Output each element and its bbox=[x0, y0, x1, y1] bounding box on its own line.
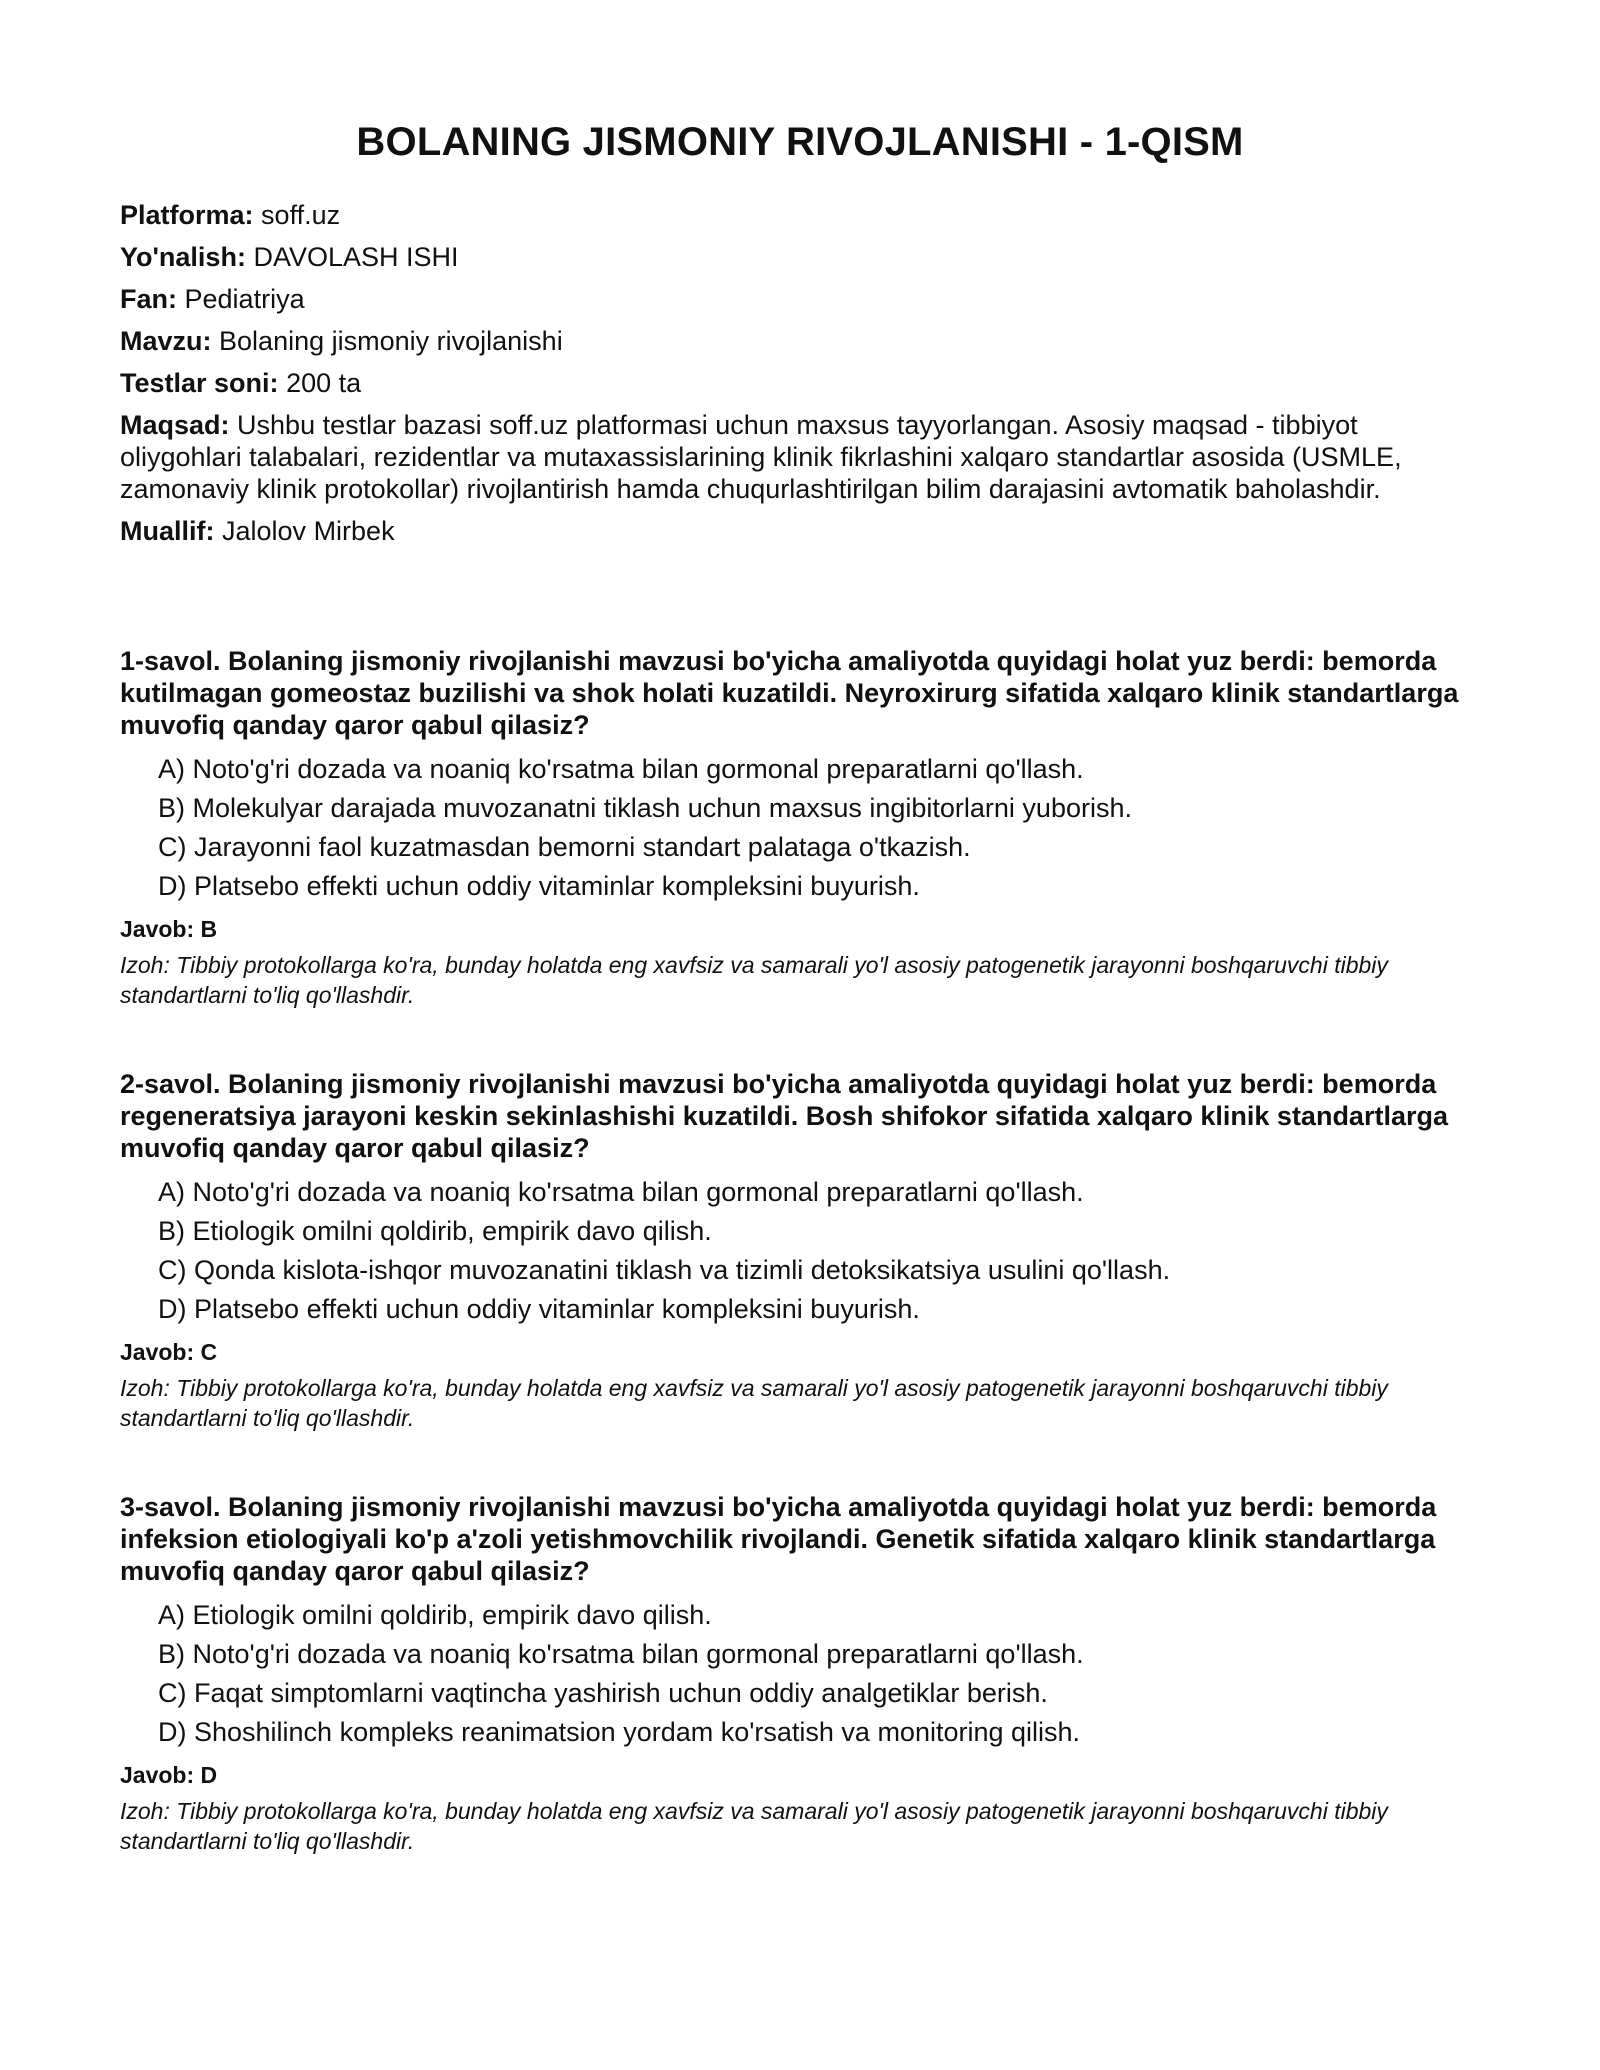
meta-value: soff.uz bbox=[261, 200, 341, 230]
option-c: C) Faqat simptomlarni vaqtincha yashirish uchun oddiy analgetiklar berish. bbox=[158, 1678, 1048, 1708]
meta-label: Muallif: bbox=[120, 516, 215, 546]
option-d: D) Shoshilinch kompleks reanimatsion yordam ko'rsatish va monitoring qilish. bbox=[158, 1717, 1081, 1747]
option-b: B) Molekulyar darajada muvozanatni tiklash uchun maxsus ingibitorlarni yuborish. bbox=[158, 793, 1132, 823]
option-a: A) Noto'g'ri dozada va noaniq ko'rsatma bilan gormonal preparatlarni qo'llash. bbox=[158, 1177, 1084, 1207]
explanation-note: Izoh: Tibbiy protokollarga ko'ra, bunday holatda eng xavfsiz va samarali yo'l asosiy patogenetik jarayonni boshqaruvchi tibbiy standartlarni to'liq qo'llashdir. bbox=[120, 952, 1388, 1008]
option-list bbox=[120, 1599, 1480, 1748]
meta-value: 200 ta bbox=[286, 368, 362, 398]
answer: Javob: D bbox=[120, 1762, 218, 1788]
meta-test-count bbox=[120, 367, 1480, 399]
option-a: A) Noto'g'ri dozada va noaniq ko'rsatma bilan gormonal preparatlarni qo'llash. bbox=[158, 754, 1084, 784]
option-c: C) Qonda kislota-ishqor muvozanatini tiklash va tizimli detoksikatsiya usulini qo'llash. bbox=[158, 1255, 1171, 1285]
meta-topic bbox=[120, 325, 1480, 357]
meta-value: DAVOLASH ISHI bbox=[253, 242, 459, 272]
option-c: C) Jarayonni faol kuzatmasdan bemorni standart palataga o'tkazish. bbox=[158, 832, 971, 862]
meta-label: Platforma: bbox=[120, 200, 254, 230]
page-title: BOLANING JISMONIY RIVOJLANISHI - 1-QISM bbox=[356, 120, 1244, 164]
meta-label: Maqsad: bbox=[120, 410, 230, 440]
meta-label: Mavzu: bbox=[120, 326, 212, 356]
question-text: 2-savol. Bolaning jismoniy rivojlanishi mavzusi bo'yicha amaliyotda quyidagi holat yuz berdi: bemorda regeneratsiya jarayoni keskin sekinlashishi kuzatildi. Bosh shifokor sifatida xalqaro klinik standartlarga muvofiq qanday qaror qabul qilasiz? bbox=[120, 1069, 1448, 1163]
question-3 bbox=[120, 1491, 1480, 1856]
option-b: B) Etiologik omilni qoldirib, empirik davo qilish. bbox=[158, 1216, 712, 1246]
meta-block bbox=[120, 199, 1480, 547]
explanation-note: Izoh: Tibbiy protokollarga ko'ra, bunday holatda eng xavfsiz va samarali yo'l asosiy patogenetik jarayonni boshqaruvchi tibbiy standartlarni to'liq qo'llashdir. bbox=[120, 1375, 1388, 1431]
meta-value: Pediatriya bbox=[184, 284, 305, 314]
option-b: B) Noto'g'ri dozada va noaniq ko'rsatma bilan gormonal preparatlarni qo'llash. bbox=[158, 1639, 1084, 1669]
explanation-note: Izoh: Tibbiy protokollarga ko'ra, bunday holatda eng xavfsiz va samarali yo'l asosiy patogenetik jarayonni boshqaruvchi tibbiy standartlarni to'liq qo'llashdir. bbox=[120, 1798, 1388, 1854]
option-list bbox=[120, 753, 1480, 902]
option-d: D) Platsebo effekti uchun oddiy vitaminlar kompleksini buyurish. bbox=[158, 1294, 920, 1324]
meta-label: Testlar soni: bbox=[120, 368, 279, 398]
answer: Javob: B bbox=[120, 916, 218, 942]
option-list bbox=[120, 1176, 1480, 1325]
meta-purpose bbox=[120, 409, 1480, 505]
question-text: 1-savol. Bolaning jismoniy rivojlanishi mavzusi bo'yicha amaliyotda quyidagi holat yuz berdi: bemorda kutilmagan gomeostaz buzilishi va shok holati kuzatildi. Neyroxirurg sifatida xalqaro klinik standartlarga muvofiq qanday qaror qabul qilasiz? bbox=[120, 646, 1459, 740]
meta-subject bbox=[120, 283, 1480, 315]
option-d: D) Platsebo effekti uchun oddiy vitaminlar kompleksini buyurish. bbox=[158, 871, 920, 901]
meta-author bbox=[120, 515, 1480, 547]
meta-value: Jalolov Mirbek bbox=[222, 516, 395, 546]
question-2 bbox=[120, 1068, 1480, 1433]
meta-value: Bolaning jismoniy rivojlanishi bbox=[219, 326, 563, 356]
meta-direction bbox=[120, 241, 1480, 273]
meta-platform bbox=[120, 199, 1480, 231]
answer: Javob: C bbox=[120, 1339, 218, 1365]
meta-label: Fan: bbox=[120, 284, 177, 314]
meta-value: Ushbu testlar bazasi soff.uz platformasi uchun maxsus tayyorlangan. Asosiy maqsad - tibbiyot oliygohlari talabalari, rezidentlar va mutaxassislarining klinik fikrlashini xalqaro standartlar asosida (USMLE, zamonaviy klinik protokollar) rivojlantirish hamda chuqurlashtirilgan bilim darajasini avtomatik baholashdir. bbox=[120, 410, 1402, 504]
question-text: 3-savol. Bolaning jismoniy rivojlanishi mavzusi bo'yicha amaliyotda quyidagi holat yuz berdi: bemorda infeksion etiologiyali ko'p a'zoli yetishmovchilik rivojlandi. Genetik sifatida xalqaro klinik standartlarga muvofiq qanday qaror qabul qilasiz? bbox=[120, 1492, 1437, 1586]
question-1 bbox=[120, 645, 1480, 1010]
meta-label: Yo'nalish: bbox=[120, 242, 246, 272]
option-a: A) Etiologik omilni qoldirib, empirik davo qilish. bbox=[158, 1600, 712, 1630]
